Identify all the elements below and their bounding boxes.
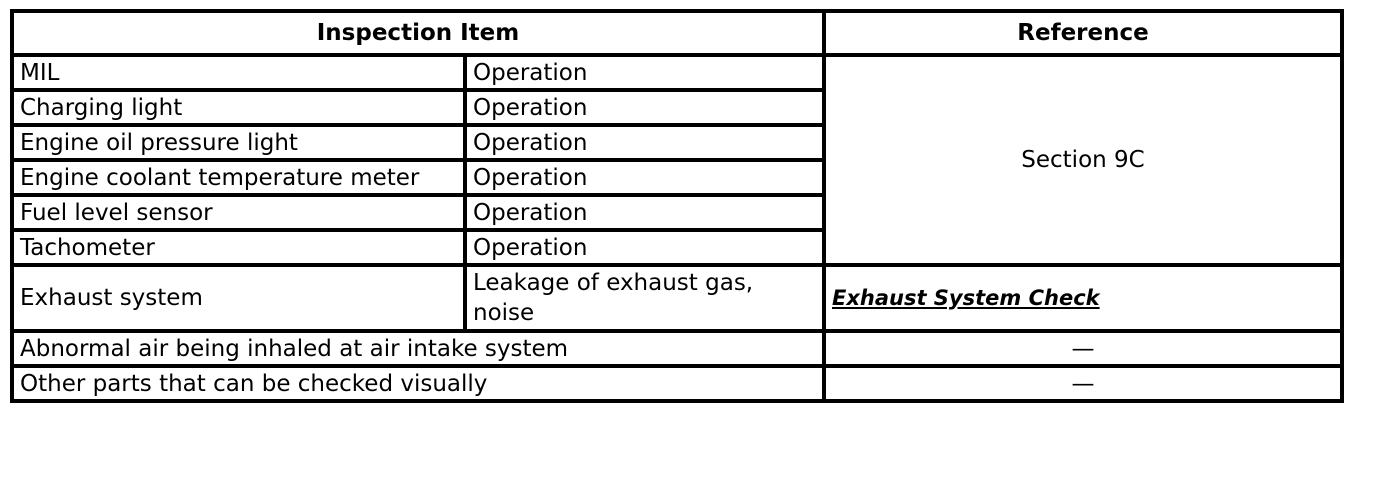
table-row <box>12 265 1342 331</box>
exhaust-system-check-link[interactable]: Exhaust System Check <box>832 286 1100 310</box>
reference-section-cell: Section 9C <box>824 55 1342 265</box>
reference-cell: — <box>824 366 1342 401</box>
reference-cell: — <box>824 331 1342 366</box>
table-row <box>12 55 1342 90</box>
item-cell: Exhaust system <box>12 265 465 331</box>
check-cell: Leakage of exhaust gas, noise <box>465 265 824 331</box>
item-cell: Tachometer <box>12 230 465 265</box>
header-reference: Reference <box>824 11 1342 55</box>
table-header-row <box>12 11 1342 55</box>
check-cell: Operation <box>465 195 824 230</box>
inspection-table <box>10 9 1344 403</box>
item-cell: Engine coolant temperature meter <box>12 160 465 195</box>
item-cell: Other parts that can be checked visually <box>12 366 824 401</box>
item-cell: Fuel level sensor <box>12 195 465 230</box>
table-row <box>12 331 1342 366</box>
check-cell: Operation <box>465 230 824 265</box>
table-row <box>12 366 1342 401</box>
item-cell: MIL <box>12 55 465 90</box>
reference-cell <box>824 265 1342 331</box>
check-cell: Operation <box>465 90 824 125</box>
check-cell: Operation <box>465 125 824 160</box>
item-cell: Charging light <box>12 90 465 125</box>
item-cell: Abnormal air being inhaled at air intake system <box>12 331 824 366</box>
check-cell: Operation <box>465 160 824 195</box>
item-cell: Engine oil pressure light <box>12 125 465 160</box>
header-inspection-item: Inspection Item <box>12 11 824 55</box>
check-cell: Operation <box>465 55 824 90</box>
